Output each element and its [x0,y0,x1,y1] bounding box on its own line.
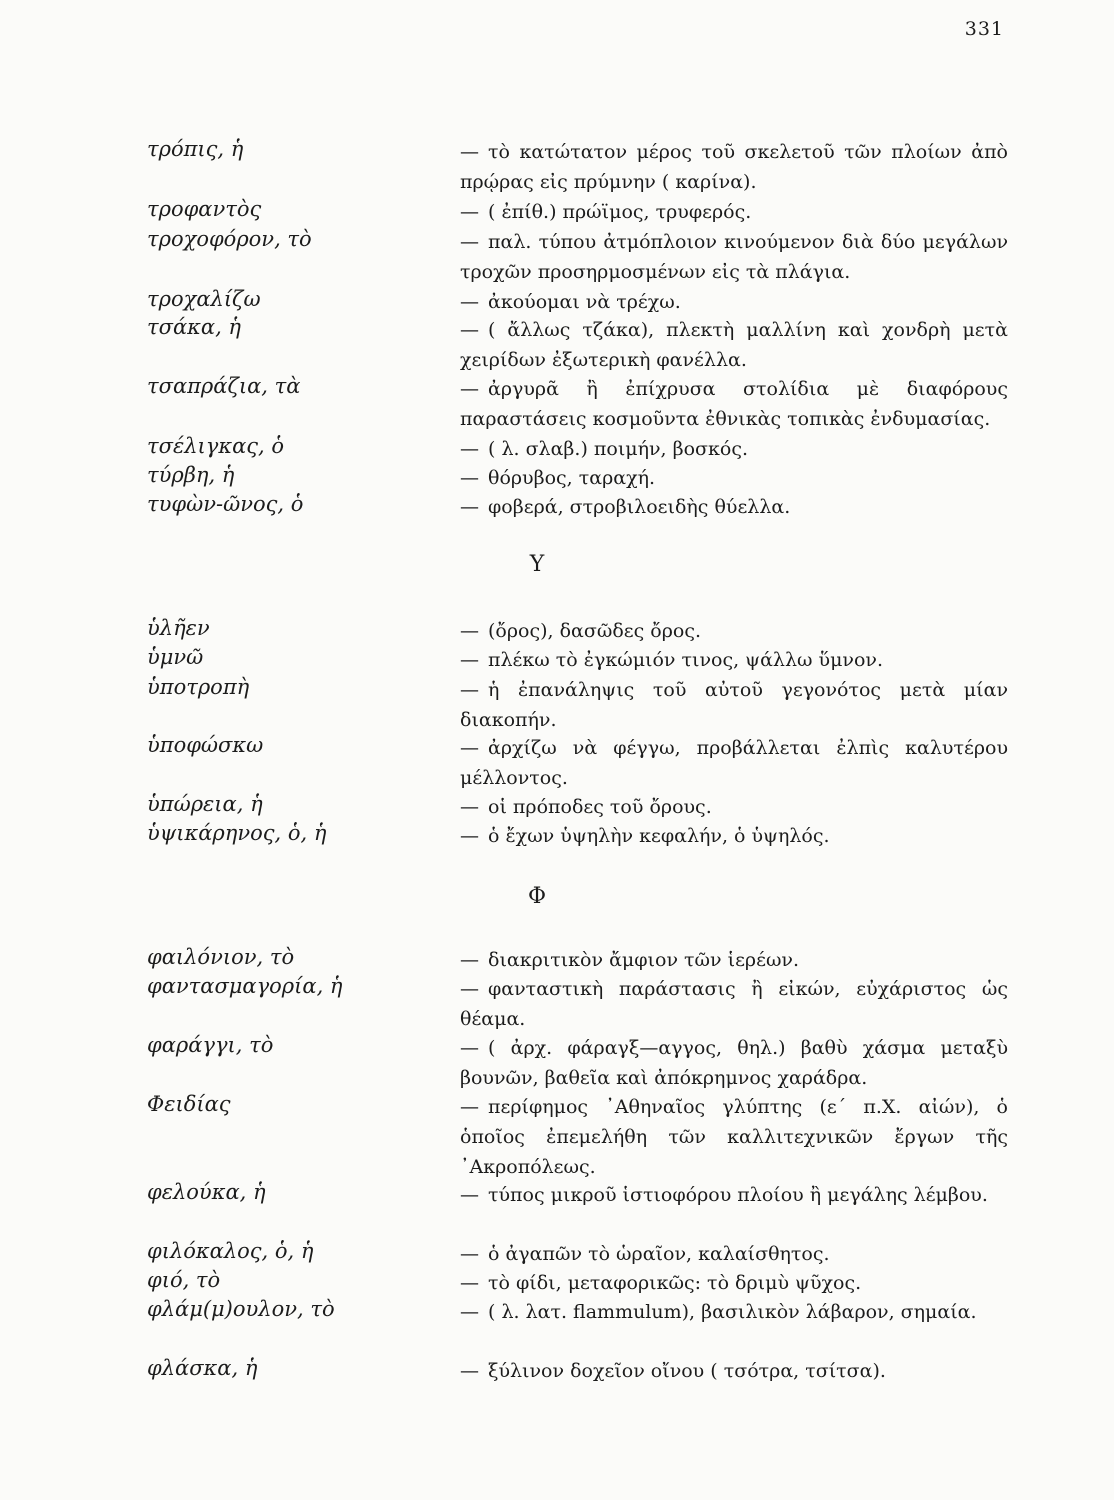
entry-headword: φελούκα, ἡ [147,1180,266,1204]
entry-definition: — φανταστικὴ παράστασις ἢ εἰκών, εὐχάριστος ὡς θέαμα. [460,978,1008,1030]
entry-headword: τύρβη, ἡ [147,463,235,487]
entry-headword: φαιλόνιον, τὸ [147,945,295,969]
entry-headword: τροχοφόρον, τὸ [147,227,312,251]
entry-definition: — διακριτικὸν ἄμφιον τῶν ἱερέων. [460,949,800,971]
entry-headword: τρόπις, ἡ [147,137,244,161]
entry-definition: — ( λ. λατ. flammulum), βασιλικὸν λάβαρον, σημαία. [460,1301,977,1323]
entry-headword: φλάσκα, ἡ [147,1356,258,1380]
entry-definition: — οἱ πρόποδες τοῦ ὄρους. [460,796,712,818]
entry-definition: — ( ἄλλως τζάκα), πλεκτὴ μαλλίνη καὶ χονδρὴ μετὰ χειρίδων ἐξωτερικὴ φανέλλα. [460,319,1008,371]
entry-headword: τροχαλίζω [147,287,261,311]
entry-headword: φιλόκαλος, ὁ, ἡ [147,1239,314,1263]
entry-definition: — ἀργυρᾶ ἢ ἐπίχρυσα στολίδια μὲ διαφόρους παραστάσεις κοσμοῦντα ἐθνικὰς τοπικὰς ἐνδυμασίας. [460,378,1008,430]
entry-definition: — ὁ ἔχων ὑψηλὴν κεφαλήν, ὁ ὑψηλός. [460,825,830,847]
entry-headword: τυφὼν-ῶνος, ὁ [147,492,304,516]
entry-definition: — πλέκω τὸ ἐγκώμιόν τινος, ψάλλω ὕμνον. [460,649,884,671]
entry-definition: — τὸ φίδι, μεταφορικῶς: τὸ δριμὺ ψῦχος. [460,1272,862,1294]
entry-headword: φιό, τὸ [147,1268,221,1292]
entry-definition: — τὸ κατώτατον μέρος τοῦ σκελετοῦ τῶν πλοίων ἀπὸ πρῴρας εἰς πρύμνην ( καρίνα). [460,141,1008,193]
entry-definition: — θόρυβος, ταραχή. [460,467,656,489]
entry-headword: ὑποφώσκω [147,733,264,757]
entry-headword: Φειδίας [147,1092,231,1116]
section-letter-heading: Φ [527,884,547,909]
entry-definition: — ξύλινον δοχεῖον οἴνου ( τσότρα, τσίτσα). [460,1360,886,1382]
entry-headword: ὑψικάρηνος, ὁ, ἡ [147,821,327,845]
entry-definition: — ἡ ἐπανάληψις τοῦ αὐτοῦ γεγονότος μετὰ μίαν διακοπήν. [460,679,1008,731]
entry-definition: — ὁ ἀγαπῶν τὸ ὡραῖον, καλαίσθητος. [460,1243,830,1265]
entry-definition: — παλ. τύπου ἀτμόπλοιον κινούμενον διὰ δύο μεγάλων τροχῶν προσηρμοσμένων εἰς τὰ πλάγια. [460,231,1008,283]
entry-definition: — (ὄρος), δασῶδες ὄρος. [460,620,702,642]
entry-headword: ὑποτροπὴ [147,675,250,699]
entry-headword: ὑλῆεν [147,616,210,640]
entry-definition: — ( ἐπίθ.) πρώϊμος, τρυφερός. [460,201,752,223]
entry-headword: τροφαντὸς [147,197,262,221]
entry-headword: φαντασμαγορία, ἡ [147,974,343,998]
entry-headword: ὑμνῶ [147,645,204,669]
entry-definition: — τύπος μικροῦ ἱστιοφόρου πλοίου ἢ μεγάλης λέμβου. [460,1184,988,1206]
entry-headword: τσέλιγκας, ὁ [147,434,285,458]
entry-definition: — ( λ. σλαβ.) ποιμήν, βοσκός. [460,438,749,460]
entry-definition: — φοβερά, στροβιλοειδὴς θύελλα. [460,496,791,518]
entry-headword: φλάμ(μ)ουλον, τὸ [147,1297,335,1321]
section-letter-heading: Υ [529,552,545,577]
entry-definition: — ἀρχίζω νὰ φέγγω, προβάλλεται ἐλπὶς καλυτέρου μέλλοντος. [460,737,1008,789]
entry-definition: — ( ἀρχ. φάραγξ—αγγος, θηλ.) βαθὺ χάσμα μεταξὺ βουνῶν, βαθεῖα καὶ ἀπόκρημνος χαράδρα. [460,1037,1008,1089]
entry-headword: ὑπώρεια, ἡ [147,792,263,816]
page-number: 331 [964,18,1004,40]
entry-headword: φαράγγι, τὸ [147,1033,274,1057]
entry-headword: τσαπράζια, τὰ [147,374,301,398]
entry-definition: — περίφημος ᾿Αθηναῖος γλύπτης (ε΄ π.Χ. αἰών), ὁ ὁποῖος ἐπεμελήθη τῶν καλλιτεχνικῶν ἔργων τῆς ᾿Ακροπόλεως. [460,1096,1008,1178]
entry-definition: — ἀκούομαι νὰ τρέχω. [460,291,681,313]
entry-headword: τσάκα, ἡ [147,315,242,339]
